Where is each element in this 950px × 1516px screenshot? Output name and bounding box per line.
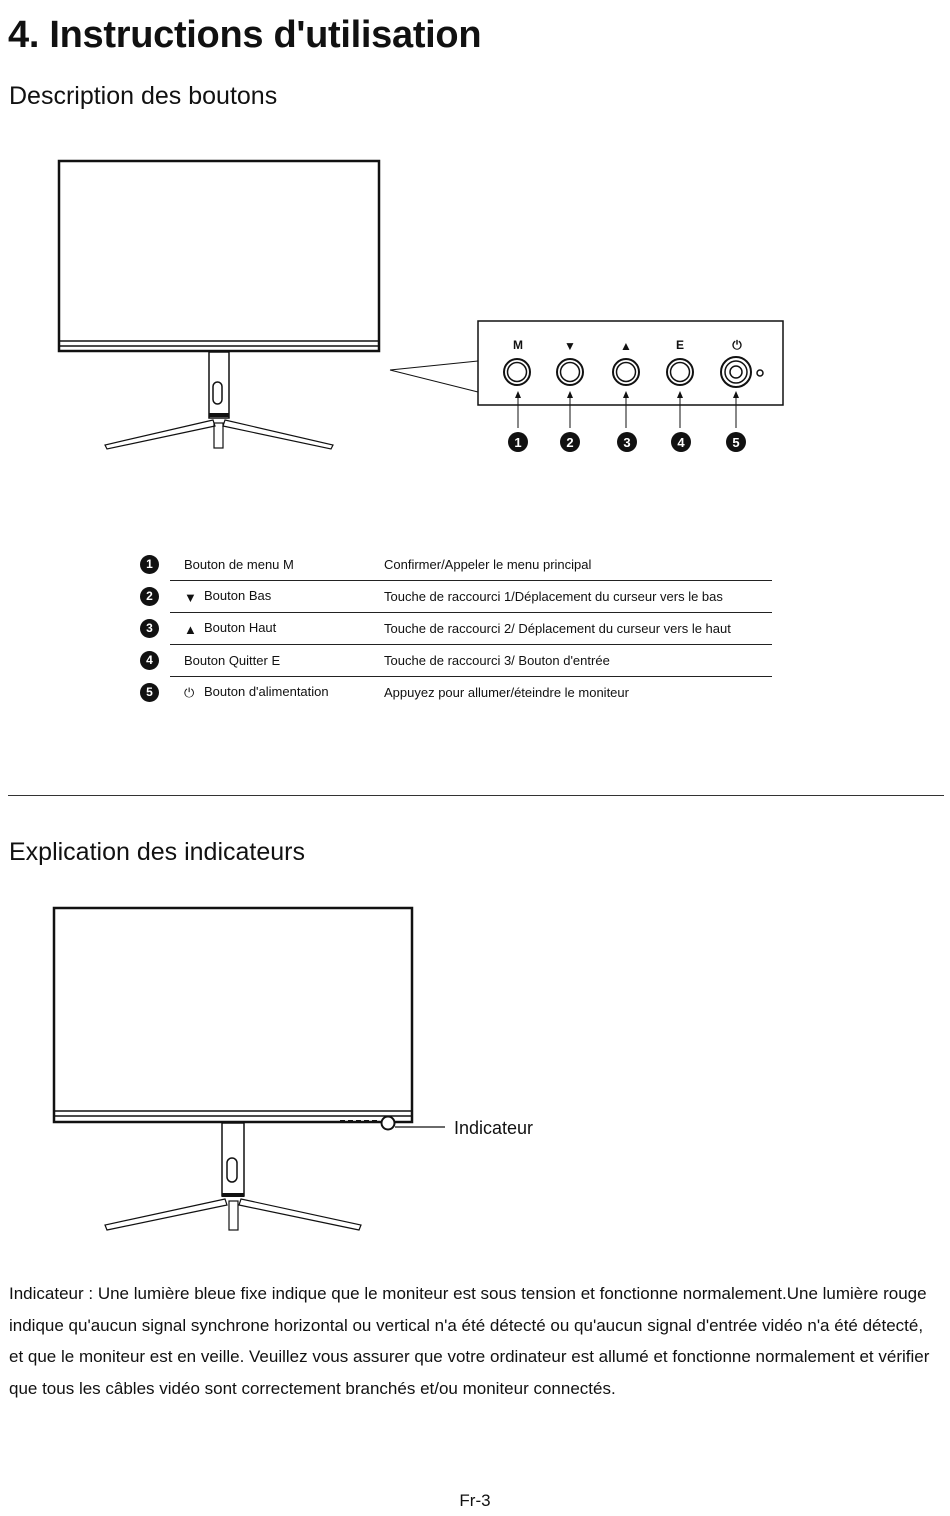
panel-label-power: ⏻	[732, 338, 742, 352]
callout-number-2: 2	[566, 435, 574, 450]
page-number: Fr-3	[459, 1491, 491, 1510]
callout-number-4: 4	[677, 435, 685, 450]
row-button-desc: Touche de raccourci 1/Déplacement du curseur vers le bas	[384, 589, 723, 604]
power-icon: ⏻	[184, 684, 195, 700]
up-triangle-icon: ▲	[184, 621, 197, 637]
table-row	[140, 677, 772, 709]
row-button-desc: Confirmer/Appeler le menu principal	[384, 557, 592, 572]
row-number-badge: 3	[140, 619, 159, 638]
indicator-light	[382, 1117, 395, 1130]
down-triangle-icon: ▼	[184, 589, 197, 605]
panel-button-power-knob	[721, 357, 751, 387]
section-heading-buttons: Description des boutons	[9, 82, 278, 110]
panel-label-m: M	[513, 338, 523, 352]
table-row	[140, 613, 772, 645]
row-button-name: Bouton Bas	[204, 588, 272, 604]
table-row	[140, 549, 772, 581]
row-button-name: Bouton Quitter E	[184, 653, 281, 668]
section-divider	[8, 795, 944, 796]
monitor-indicator-figure	[0, 895, 950, 1240]
panel-led-dot	[757, 370, 763, 376]
callout-number-5: 5	[732, 435, 740, 450]
row-number-badge: 4	[140, 651, 159, 670]
monitor-illustration	[59, 161, 478, 449]
row-button-desc: Touche de raccourci 2/ Déplacement du curseur vers le haut	[384, 621, 731, 636]
row-number-badge: 1	[140, 555, 159, 574]
panel-button-m-knob	[504, 359, 530, 385]
panel-button-e-knob	[667, 359, 693, 385]
row-button-name: Bouton d'alimentation	[204, 684, 329, 700]
callout-number-1: 1	[514, 435, 522, 450]
callout-badges	[508, 432, 746, 452]
panel-button-down-knob	[557, 359, 583, 385]
callout-number-3: 3	[623, 435, 631, 450]
row-button-desc: Touche de raccourci 3/ Bouton d'entrée	[384, 653, 610, 668]
panel-label-e: E	[675, 338, 685, 352]
indicator-label: Indicateur	[454, 1118, 534, 1138]
indicator-explanation: Indicateur : Une lumière bleue fixe indique que le moniteur est sous tension et fonctionne normalement.Une lumière rouge indique qu'aucun signal synchrone horizontal ou vertical n'a été détecté ou qu'aucun signal d'entrée vidéo n'a été détecté, et que le moniteur est en veille. Veuillez vous assurer que votre ordinateur est allumé et fonctionne normalement et vérifier que tous les câbles vidéo sont correctement branchés et/ou moniteur connectés.	[9, 1284, 930, 1398]
monitor-front-illustration	[54, 908, 412, 1230]
row-button-name: Bouton de menu M	[184, 557, 294, 572]
page-title: 4. Instructions d'utilisation	[8, 14, 482, 56]
table-row	[140, 581, 772, 613]
row-number-badge: 2	[140, 587, 159, 606]
button-description-table	[140, 549, 772, 708]
panel-label-down: ▼	[564, 339, 576, 353]
monitor-buttons-figure	[0, 140, 950, 480]
row-button-name: Bouton Haut	[204, 620, 277, 636]
section-heading-indicators: Explication des indicateurs	[9, 838, 305, 866]
table-row	[140, 645, 772, 677]
row-button-desc: Appuyez pour allumer/éteindre le moniteur	[384, 685, 629, 700]
row-number-badge: 5	[140, 683, 159, 702]
panel-label-up: ▲	[620, 339, 632, 353]
panel-button-up-knob	[613, 359, 639, 385]
